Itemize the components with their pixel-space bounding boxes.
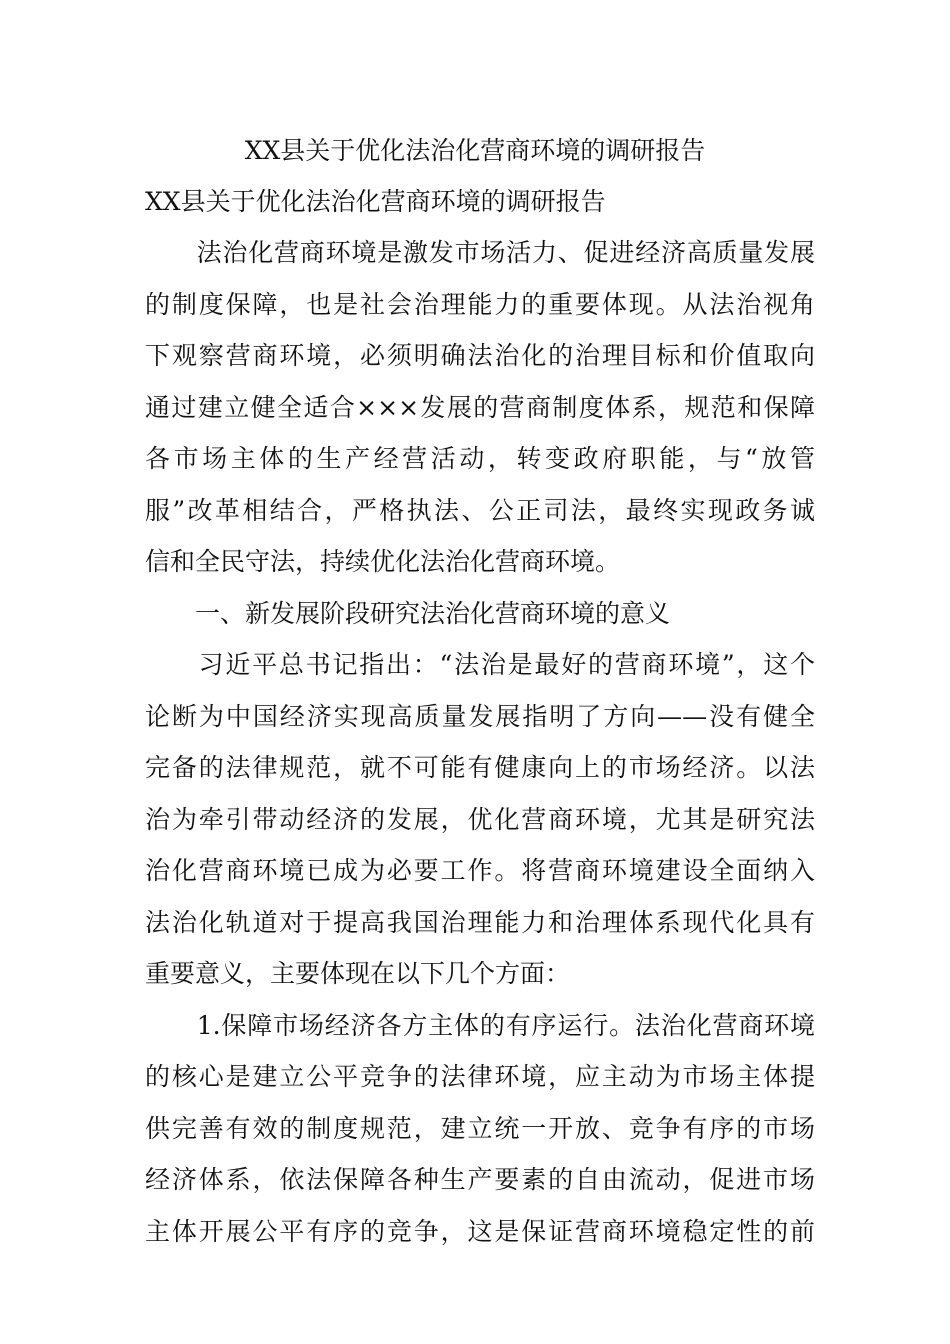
document-title: XX县关于优化法治化营商环境的调研报告 <box>244 136 706 165</box>
paragraph-line: 的制度保障，也是社会治理能力的重要体现。从法治视角 <box>145 290 815 319</box>
paragraph-line: 主体开展公平有序的竞争，这是保证营商环境稳定性的前 <box>145 1217 815 1246</box>
paragraph-line: 下观察营商环境，必须明确法治化的治理目标和价值取向 <box>145 341 815 370</box>
paragraph-line: 重要意义，主要体现在以下几个方面： <box>145 959 571 988</box>
paragraph-line: 信和全民守法，持续优化法治化营商环境。 <box>145 547 621 576</box>
paragraph-line: 治化营商环境已成为必要工作。将营商环境建设全面纳入 <box>145 856 815 885</box>
paragraph-line: 治为牵引带动经济的发展，优化营商环境，尤其是研究法 <box>145 805 815 834</box>
paragraph-line: 完备的法律规范，就不可能有健康向上的市场经济。以法 <box>145 753 815 782</box>
paragraph-line: 法治化轨道对于提高我国治理能力和治理体系现代化具有 <box>145 908 815 937</box>
paragraph-line: 1.保障市场经济各方主体的有序运行。法治化营商环境 <box>145 1011 815 1040</box>
paragraph-line: 通过建立健全适合×××发展的营商制度体系，规范和保障 <box>145 393 815 422</box>
paragraph-line: 各市场主体的生产经营活动，转变政府职能，与“放管 <box>145 444 815 473</box>
paragraph-line: 论断为中国经济实现高质量发展指明了方向——没有健全 <box>145 702 815 731</box>
paragraph-line: 供完善有效的制度规范，建立统一开放、竞争有序的市场 <box>145 1114 815 1143</box>
paragraph-line: 习近平总书记指出：“法治是最好的营商环境”，这个 <box>145 650 815 679</box>
document-subtitle: XX县关于优化法治化营商环境的调研报告 <box>145 187 606 216</box>
section-heading: 一、新发展阶段研究法治化营商环境的意义 <box>145 599 671 628</box>
paragraph-line: 的核心是建立公平竞争的法律环境，应主动为市场主体提 <box>145 1062 815 1091</box>
paragraph-line: 服”改革相结合，严格执法、公正司法，最终实现政务诚 <box>145 496 815 525</box>
paragraph-line: 经济体系，依法保障各种生产要素的自由流动，促进市场 <box>145 1165 815 1194</box>
paragraph-line: 法治化营商环境是激发市场活力、促进经济高质量发展 <box>145 238 815 267</box>
